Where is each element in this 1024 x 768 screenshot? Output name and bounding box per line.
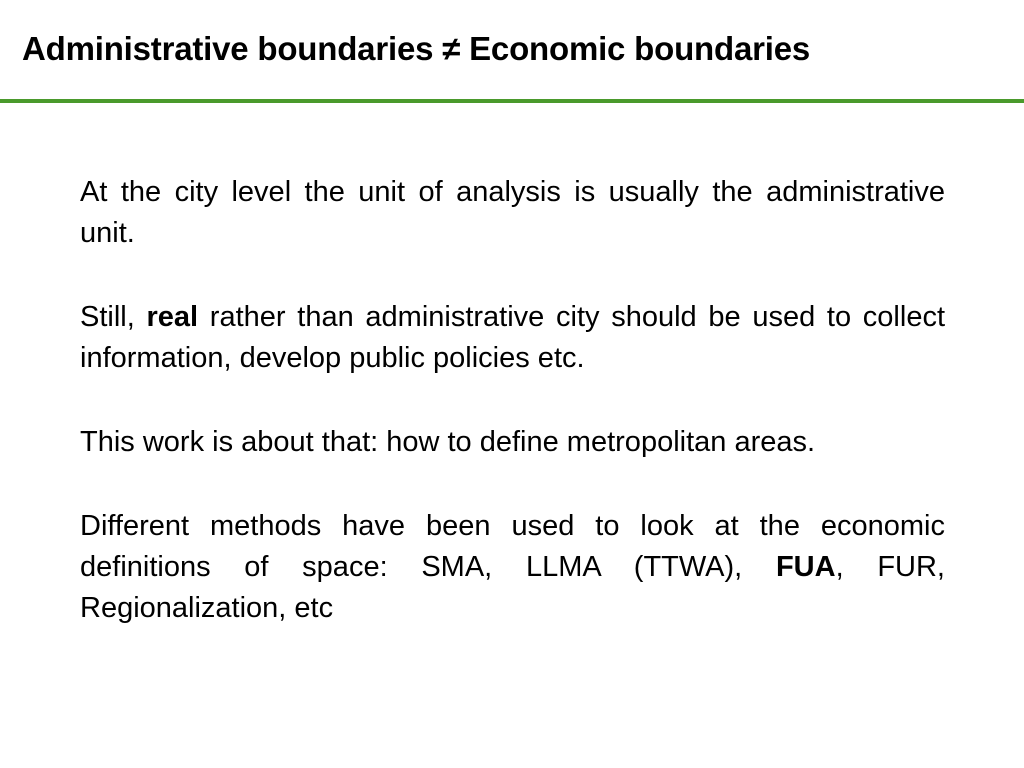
paragraph-real-city (80, 297, 945, 379)
title-divider (0, 99, 1024, 103)
emphasis-real: real (146, 301, 199, 333)
paragraph-text: Still, (80, 301, 147, 333)
paragraph-text: , FUR, Regionalization, etc (80, 551, 945, 624)
paragraph-this-work: This work is about that: how to define metropolitan areas. (80, 426, 816, 458)
paragraph-text: rather than administrative city should be used to collect information, develop public policies etc. (80, 301, 945, 374)
paragraph-text: Different methods have been used to look at the economic definitions of space: SMA, LLMA (TTWA), (80, 510, 945, 583)
emphasis-fua: FUA (775, 551, 836, 583)
paragraph-unit-of-analysis: At the city level the unit of analysis is usually the administrative unit. (80, 176, 945, 249)
paragraph-methods (80, 506, 945, 629)
slide-body (80, 172, 945, 672)
slide-title: Administrative boundaries ≠ Economic boundaries (22, 30, 811, 67)
